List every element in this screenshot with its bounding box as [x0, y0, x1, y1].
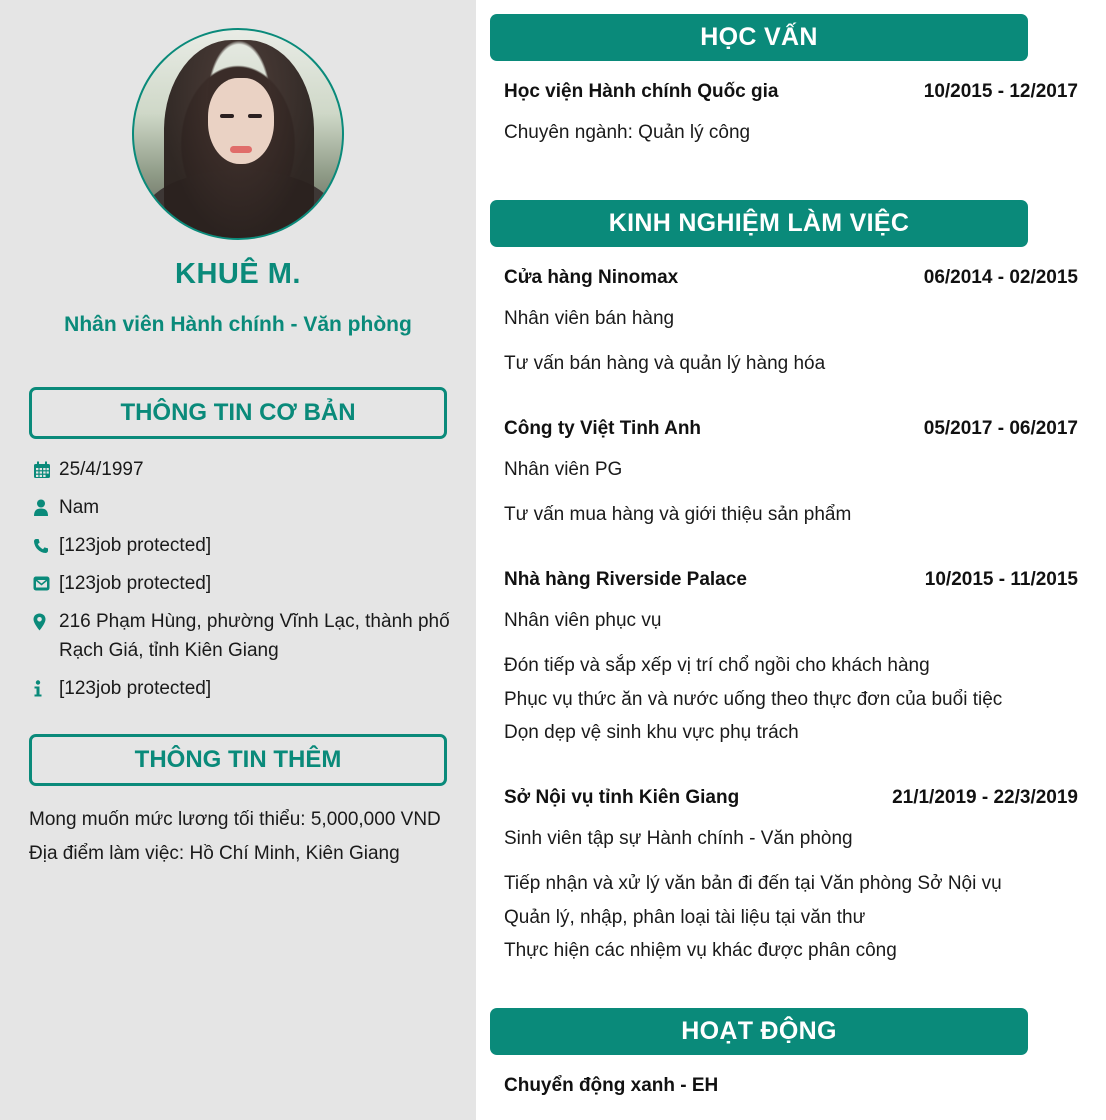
experience-entry	[504, 784, 1078, 968]
work-location-text: Địa điểm làm việc: Hồ Chí Minh, Kiên Giang	[29, 843, 400, 864]
map-marker-icon	[33, 607, 59, 636]
entry-period: 10/2015 - 11/2015	[924, 569, 1078, 590]
info-item-other	[33, 674, 453, 703]
entry-organization: Công ty Việt Tinh Anh	[504, 418, 702, 439]
entry-period: 06/2014 - 02/2015	[923, 267, 1078, 288]
user-icon	[33, 493, 59, 522]
entry-organization: Cửa hàng Ninomax	[504, 267, 679, 288]
envelope-icon	[33, 569, 59, 598]
avatar	[132, 28, 344, 240]
calendar-icon	[33, 455, 59, 484]
extra-info-list	[29, 803, 469, 871]
entry-organization: Chuyển động xanh - EH	[504, 1075, 719, 1096]
entry-period: 10/2015 - 12/2017	[923, 81, 1078, 102]
info-icon	[33, 674, 59, 703]
phone-text: [123job protected]	[59, 535, 212, 556]
basic-info-list	[33, 455, 453, 712]
gender-text: Nam	[59, 497, 100, 518]
avatar-eye-left	[220, 114, 234, 118]
duty-line: Đón tiếp và sắp xếp vị trí chổ ngồi cho khách hàng	[504, 655, 930, 676]
education-entry	[504, 78, 1078, 147]
info-item-phone	[33, 531, 453, 560]
entry-header	[504, 415, 1078, 443]
entry-role: Nhân viên phục vụ	[504, 610, 662, 631]
experience-heading: KINH NGHIỆM LÀM VIỆC	[490, 200, 1028, 247]
duty-line: Quản lý, nhập, phân loại tài liệu tại văn thư	[504, 906, 866, 928]
education-heading: HỌC VẤN	[490, 14, 1028, 61]
duty-line: Thực hiện các nhiệm vụ khác được phân công	[504, 940, 897, 961]
entry-major: Chuyên ngành: Quản lý công	[504, 122, 751, 143]
info-item-address	[33, 607, 453, 665]
birthdate-text: 25/4/1997	[59, 459, 144, 480]
entry-organization: Sở Nội vụ tỉnh Kiên Giang	[504, 787, 740, 808]
entry-header	[504, 78, 1078, 106]
info-item-birthdate	[33, 455, 453, 484]
extra-info-heading: THÔNG TIN THÊM	[29, 734, 447, 786]
main-panel	[476, 0, 1106, 1120]
entry-organization: Học viện Hành chính Quốc gia	[504, 81, 779, 102]
entry-header	[504, 784, 1078, 812]
email-text: [123job protected]	[59, 573, 212, 594]
candidate-job-title: Nhân viên Hành chính - Văn phòng	[64, 313, 412, 336]
sidebar-panel	[0, 0, 476, 1120]
entry-organization: Nhà hàng Riverside Palace	[504, 569, 747, 590]
entry-role: Nhân viên PG	[504, 459, 623, 480]
entry-duties	[504, 867, 1078, 968]
entry-header	[504, 1072, 1078, 1100]
basic-info-heading: THÔNG TIN CƠ BẢN	[29, 387, 447, 439]
avatar-lips	[230, 146, 252, 153]
other-info-text: [123job protected]	[59, 678, 212, 699]
duty-line: Dọn dẹp vệ sinh khu vực phụ trách	[504, 722, 799, 743]
info-item-gender	[33, 493, 453, 522]
entry-role: Nhân viên bán hàng	[504, 308, 675, 329]
duty-line: Tiếp nhận và xử lý văn bản đi đến tại Văn phòng Sở Nội vụ	[504, 873, 1002, 894]
entry-duties	[504, 498, 1078, 532]
entry-header	[504, 264, 1078, 292]
avatar-eye-right	[248, 114, 262, 118]
entry-duties	[504, 347, 1078, 381]
experience-entry	[504, 566, 1078, 750]
activity-entry	[504, 1072, 1078, 1100]
phone-icon	[33, 531, 59, 560]
duty-line: Phục vụ thức ăn và nước uống theo thực đơn của buổi tiệc	[504, 688, 1003, 710]
experience-entry	[504, 264, 1078, 381]
expected-salary-text: Mong muốn mức lương tối thiểu: 5,000,000 VND	[29, 809, 441, 830]
activities-heading: HOẠT ĐỘNG	[490, 1008, 1028, 1055]
entry-role: Sinh viên tập sự Hành chính - Văn phòng	[504, 828, 853, 849]
candidate-name: KHUÊ M.	[175, 258, 301, 290]
info-item-email	[33, 569, 453, 598]
address-text: 216 Phạm Hùng, phường Vĩnh Lạc, thành phố Rạch Giá, tỉnh Kiên Giang	[59, 611, 450, 661]
entry-header	[504, 566, 1078, 594]
duty-line: Tư vấn mua hàng và giới thiệu sản phẩm	[504, 504, 852, 525]
duty-line: Tư vấn bán hàng và quản lý hàng hóa	[504, 353, 826, 374]
entry-duties	[504, 649, 1078, 750]
experience-entry	[504, 415, 1078, 532]
entry-period: 21/1/2019 - 22/3/2019	[892, 787, 1078, 808]
entry-period: 05/2017 - 06/2017	[923, 418, 1078, 439]
